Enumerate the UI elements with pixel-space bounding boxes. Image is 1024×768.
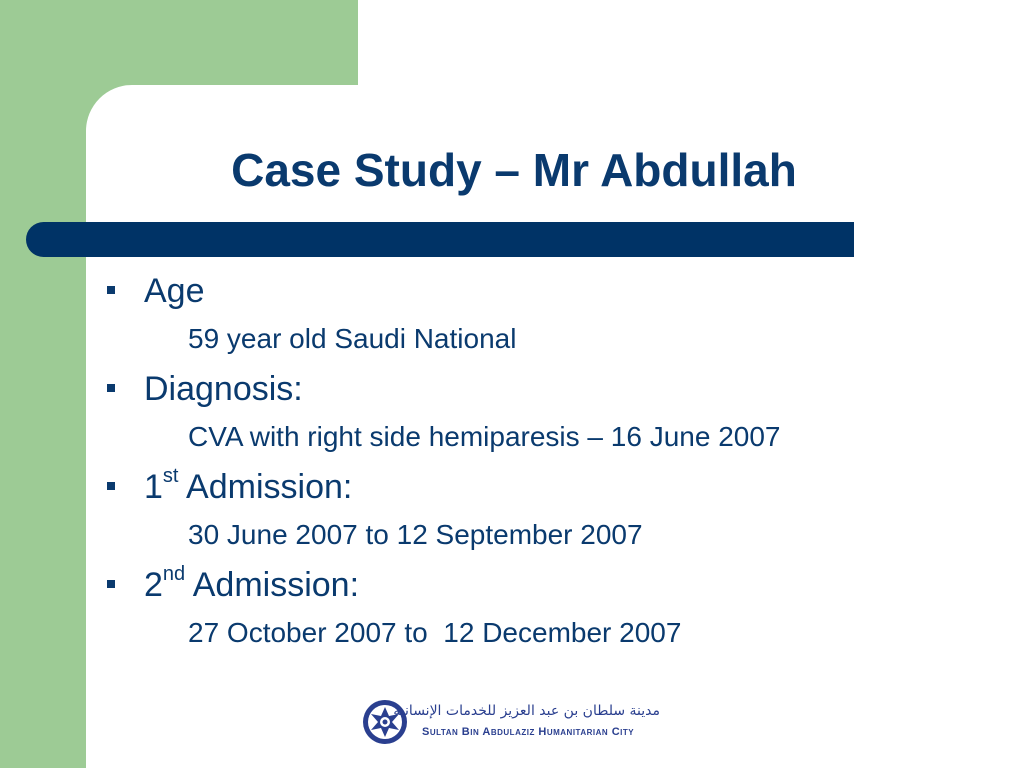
square-bullet-icon (107, 286, 115, 294)
bullet-label: Diagnosis: (144, 370, 303, 408)
slide-title: Case Study – Mr Abdullah (231, 144, 797, 196)
ordinal-superscript: nd (162, 562, 186, 585)
list-item-age (100, 268, 980, 360)
ordinal-superscript: st (162, 464, 179, 487)
list-item-first-admission (100, 464, 980, 556)
bullet-detail: 59 year old Saudi National (188, 323, 517, 354)
bullet-label-suffix: Admission: (178, 468, 353, 506)
bullet-detail: CVA with right side hemiparesis – 16 June 2007 (188, 421, 781, 452)
bullet-heading (100, 268, 980, 314)
list-item-second-admission (100, 562, 980, 654)
bullet-heading (100, 464, 980, 510)
logo-arabic-name: مدينة سلطان بن عبد العزيز للخدمات الإنسانية (393, 703, 660, 719)
logo-english-name: Sultan Bin Abdulaziz Humanitarian City (422, 726, 635, 738)
bullet-label: Age (144, 272, 205, 310)
list-item-diagnosis (100, 366, 980, 458)
bullet-list (100, 268, 980, 660)
organization-logo (362, 699, 672, 747)
bullet-heading (100, 366, 980, 412)
bullet-label: 1 (144, 468, 163, 506)
bullet-detail: 27 October 2007 to 12 December 2007 (188, 617, 682, 648)
title-underline-bar (26, 222, 854, 257)
square-bullet-icon (107, 482, 115, 490)
bullet-label: 2 (144, 566, 163, 604)
bullet-detail: 30 June 2007 to 12 September 2007 (188, 519, 643, 550)
bullet-label-suffix: Admission: (185, 566, 360, 604)
bullet-heading (100, 562, 980, 608)
square-bullet-icon (107, 384, 115, 392)
square-bullet-icon (107, 580, 115, 588)
